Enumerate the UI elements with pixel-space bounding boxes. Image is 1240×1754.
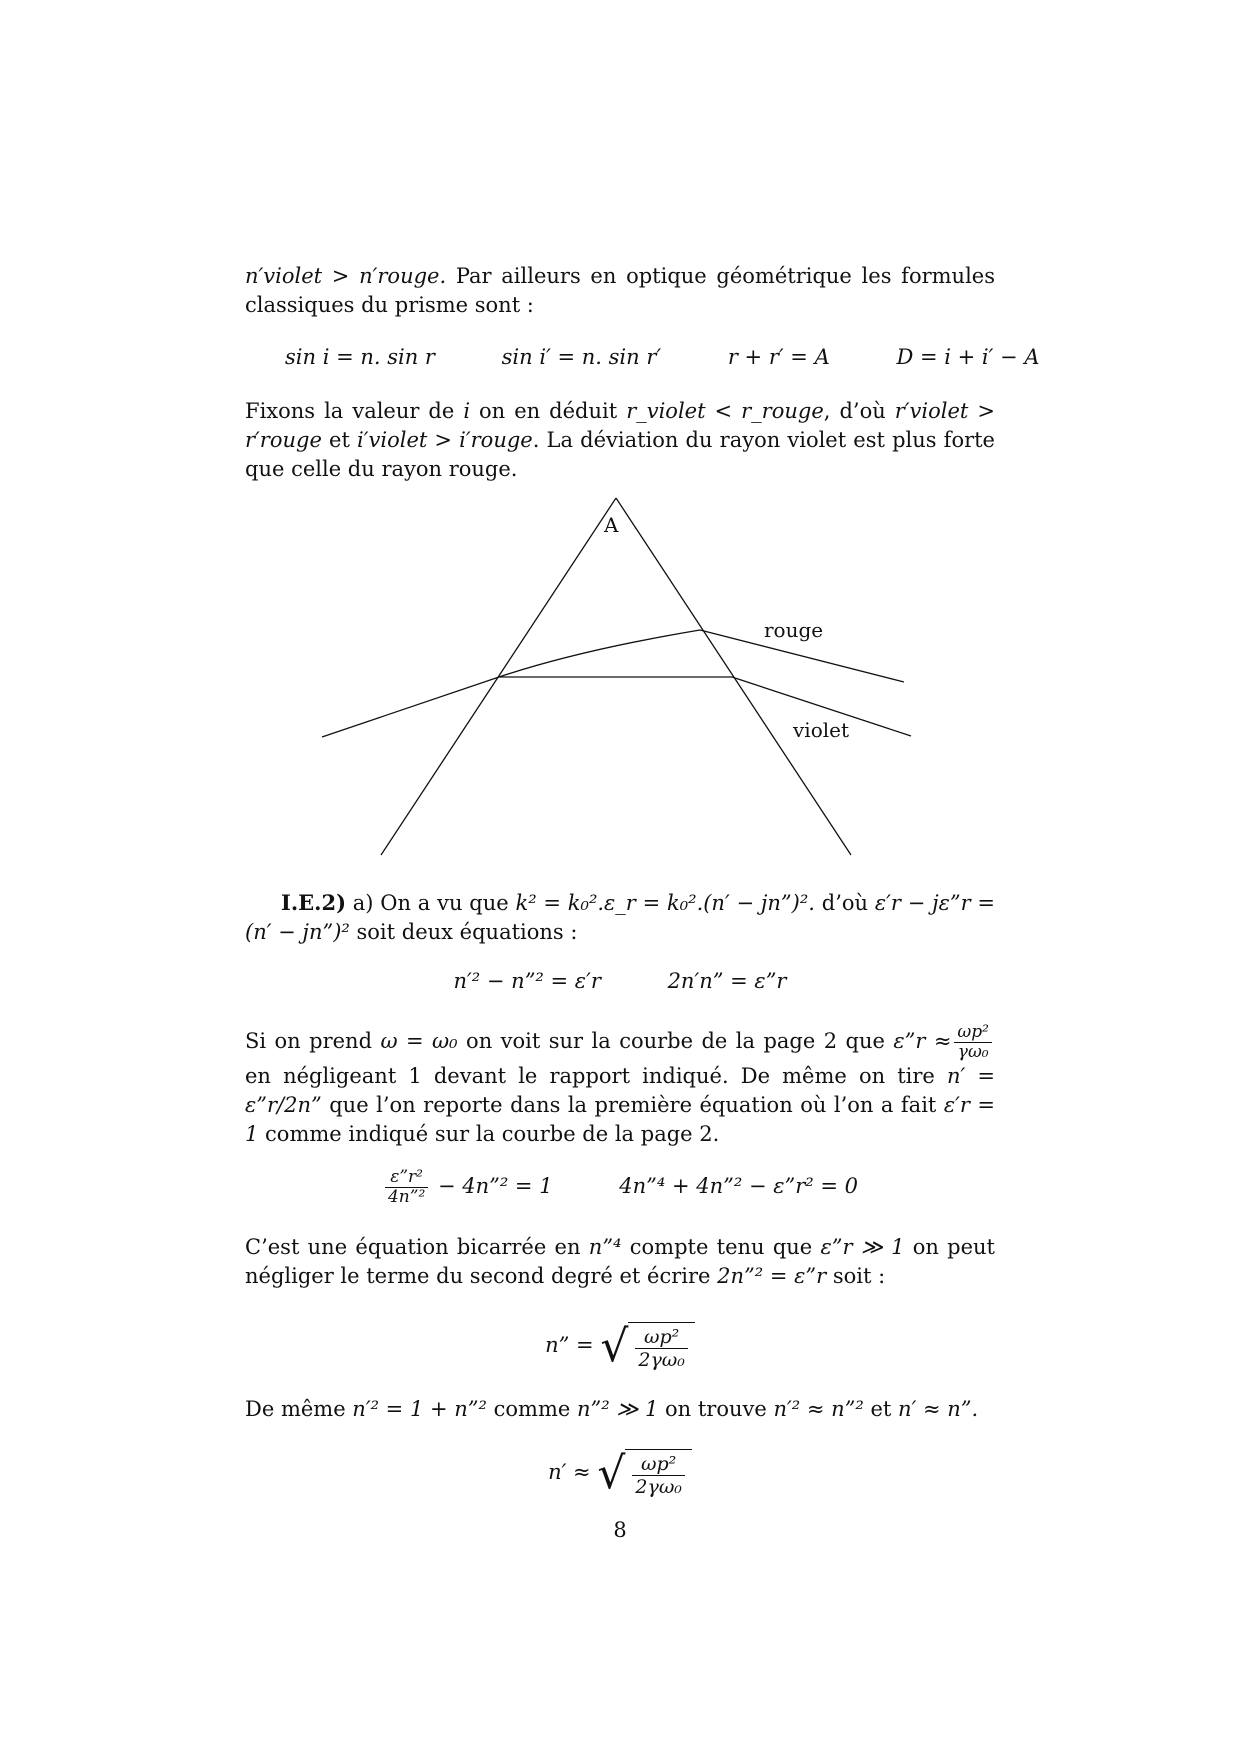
result-lhs: n′ ≈ bbox=[548, 1460, 591, 1484]
fraction-denominator: 4n”² bbox=[387, 1187, 426, 1207]
equation-imag-part: 2n′n” = ε”r bbox=[667, 969, 787, 993]
equation-k: k² = k₀².ε_r = k₀².(n′ − jn”)². bbox=[515, 891, 815, 915]
text-fragment: Fixons la valeur de bbox=[245, 399, 464, 423]
red-label: rouge bbox=[764, 618, 824, 642]
equation-real-part: n′² − n”² = ε′r bbox=[453, 969, 601, 993]
result-n-double-prime bbox=[245, 1315, 995, 1375]
formula-sin-i-prime: sin i′ = n. sin r′ bbox=[501, 345, 662, 369]
paragraph-approximation bbox=[245, 1023, 995, 1149]
text-fragment: et bbox=[321, 428, 358, 452]
text-fragment: a) On a vu que bbox=[346, 891, 516, 915]
text-fragment: comme indiqué sur la courbe de la page 2. bbox=[258, 1122, 720, 1146]
paragraph-biquadratic bbox=[245, 1233, 995, 1291]
result-lhs: n” = bbox=[545, 1333, 594, 1357]
inequality-n: n′violet > n′rouge. bbox=[245, 264, 447, 288]
approx-n: n′ ≈ n”. bbox=[898, 1397, 979, 1421]
text-fragment: que l’on reporte dans la première équation où l’on a fait bbox=[321, 1093, 944, 1117]
apex-label: A bbox=[604, 513, 619, 537]
relation-r: r_violet < r_rouge bbox=[626, 399, 824, 423]
equation-omega: ω = ω₀ bbox=[380, 1029, 458, 1053]
inequality-n2: n”² ≫ 1 bbox=[576, 1397, 659, 1421]
equation-pair bbox=[245, 1168, 995, 1207]
fraction-numerator: ωp² bbox=[635, 1326, 688, 1349]
relation-i-prime: i′violet > i′rouge bbox=[357, 428, 533, 452]
section-ie2 bbox=[245, 888, 995, 947]
square-root bbox=[600, 1322, 695, 1372]
text-fragment: on voit sur la courbe de la page 2 que bbox=[457, 1029, 894, 1053]
incident-ray bbox=[322, 677, 499, 737]
fraction-numerator: ωp² bbox=[954, 1023, 992, 1043]
approx-n-sq: n′² ≈ n”² bbox=[773, 1397, 864, 1421]
relation-r-prime: r′violet > r′rouge bbox=[245, 399, 995, 452]
symbol-i: i bbox=[463, 399, 471, 423]
fraction-omega bbox=[954, 1023, 992, 1062]
section-heading: I.E.2) bbox=[281, 890, 346, 915]
radical-sign: √ bbox=[600, 1320, 629, 1372]
text-fragment: on trouve bbox=[658, 1397, 774, 1421]
text-fragment: et bbox=[863, 1397, 899, 1421]
fraction-epsilon bbox=[385, 1168, 428, 1207]
text-fragment: d’où bbox=[814, 891, 875, 915]
square-root bbox=[597, 1449, 692, 1499]
fraction-result bbox=[632, 1453, 685, 1498]
formula-deviation: D = i + i′ − A bbox=[896, 345, 1040, 369]
intro-text: Par ailleurs en optique géométrique les formules classiques du prisme sont : bbox=[245, 264, 995, 317]
text-fragment: . La déviation du rayon violet est plus forte que celle du rayon rouge. bbox=[245, 428, 995, 481]
equation-n-prime: n′ = ε”r/2n” bbox=[245, 1064, 995, 1117]
radical-sign: √ bbox=[597, 1447, 626, 1499]
fraction-result bbox=[635, 1326, 688, 1371]
fraction-denominator: 2γω₀ bbox=[635, 1475, 682, 1498]
formula-sin-i: sin i = n. sin r bbox=[285, 345, 435, 369]
violet-label: violet bbox=[793, 718, 850, 742]
equation-epsilon: ε′r − jε”r = (n′ − jn”)² bbox=[245, 891, 996, 944]
symbol-n4: n”⁴ bbox=[588, 1235, 622, 1259]
paragraph-n-prime bbox=[245, 1395, 995, 1424]
text-fragment: compte tenu que bbox=[621, 1235, 821, 1259]
equation-2n2: 2n”² = ε”r bbox=[717, 1264, 827, 1288]
fraction-denominator: γω₀ bbox=[957, 1042, 989, 1062]
equation-biquadratic: 4n”⁴ + 4n”² − ε”r² = 0 bbox=[619, 1174, 858, 1198]
text-fragment: Si on prend bbox=[245, 1029, 381, 1053]
result-n-prime bbox=[245, 1442, 995, 1502]
text-fragment: , d’où bbox=[823, 399, 895, 423]
text-fragment: soit deux équations : bbox=[349, 920, 578, 944]
text-fragment: en négligeant 1 devant le rapport indiqué. De même on tire bbox=[245, 1064, 947, 1088]
text-fragment: De même bbox=[245, 1397, 353, 1421]
text-fragment: on en déduit bbox=[470, 399, 627, 423]
refracted-red-ray bbox=[499, 630, 700, 677]
text-fragment: C’est une équation bicarrée en bbox=[245, 1235, 589, 1259]
equation-epsilon-prime: ε′r = 1 bbox=[245, 1093, 995, 1146]
text-fragment: comme bbox=[486, 1397, 577, 1421]
two-equations bbox=[245, 966, 995, 996]
text-fragment: on peut négliger le terme du second degré et écrire bbox=[245, 1235, 995, 1288]
fraction-numerator: ωp² bbox=[632, 1453, 685, 1476]
text-fragment: soit : bbox=[826, 1264, 886, 1288]
fraction-denominator: 2γω₀ bbox=[638, 1348, 685, 1371]
equation-first: − 4n”² = 1 bbox=[431, 1174, 553, 1198]
page-number: 8 bbox=[613, 1518, 627, 1542]
fraction-numerator: ε”r² bbox=[385, 1168, 428, 1188]
inequality-epsilon: ε”r ≫ 1 bbox=[820, 1235, 905, 1259]
equation-epsilon-approx: ε”r ≈ bbox=[893, 1029, 952, 1053]
equation-n-prime-sq: n′² = 1 + n”² bbox=[352, 1397, 487, 1421]
formula-angle-sum: r + r′ = A bbox=[727, 345, 830, 369]
